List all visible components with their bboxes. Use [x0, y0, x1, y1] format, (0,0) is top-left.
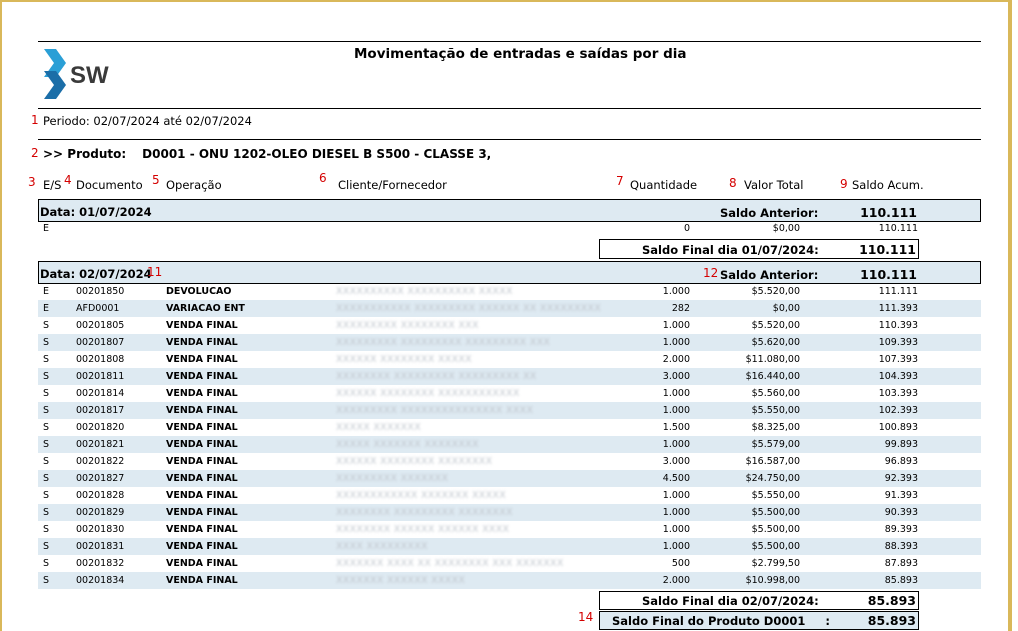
cell-operacao: VENDA FINAL [166, 354, 238, 365]
report-title: Movimentação de entradas e saídas por dia [354, 46, 687, 62]
day-final-value-day1: 110.111 [859, 242, 916, 257]
cell-valor: $10.998,00 [745, 575, 800, 586]
cell-cliente-redacted: XXXXXXXXX XXXXXXX [336, 473, 449, 484]
cell-saldo: 85.893 [884, 575, 918, 586]
annotation-14: 14 [578, 610, 594, 624]
cell-cliente-redacted: XXXXX XXXXXXX XXXXXXXX [336, 439, 479, 450]
cell-valor: $2.799,50 [751, 558, 800, 569]
cell-valor: $24.750,00 [745, 473, 800, 484]
table-row [38, 300, 981, 317]
cell-saldo: 88.393 [884, 541, 918, 552]
table-row [38, 504, 981, 521]
col-header-valor-total: Valor Total [744, 178, 804, 192]
cell-quantidade: 1.000 [662, 490, 690, 501]
col-header-documento: Documento [76, 178, 143, 192]
table-row [38, 470, 981, 487]
cell-operacao: VARIACAO ENT [166, 303, 245, 314]
cell-es: S [43, 405, 50, 416]
table-row-day1 [38, 222, 981, 236]
cell-documento: 00201805 [76, 320, 125, 331]
col-header-quantidade: Quantidade [630, 178, 698, 192]
annotation-8: 8 [729, 176, 737, 190]
cell-valor: $5.550,00 [751, 405, 800, 416]
cell-saldo: 90.393 [884, 507, 918, 518]
cell-operacao: VENDA FINAL [166, 524, 238, 535]
cell-valor: $5.560,00 [751, 388, 800, 399]
cell-es: S [43, 422, 50, 433]
cell-valor: $0,00 [772, 223, 800, 234]
cell-valor: $5.500,00 [751, 541, 800, 552]
period-text: Periodo: 02/07/2024 até 02/07/2024 [43, 114, 252, 128]
col-header-cliente: Cliente/Fornecedor [338, 178, 447, 192]
cell-cliente-redacted: XXXXXXXX XXXXXXXXX XXXXXXXXX XX [336, 371, 537, 382]
table-row [38, 487, 981, 504]
date-label-day2: Data: 02/07/2024 [40, 267, 152, 281]
cell-quantidade: 1.500 [662, 422, 690, 433]
product-value: D0001 - ONU 1202-OLEO DIESEL B S500 - CLASSE 3, [142, 147, 492, 161]
cell-quantidade: 1.000 [662, 439, 690, 450]
cell-saldo: 111.111 [878, 286, 918, 297]
cell-documento: 00201817 [76, 405, 125, 416]
table-row [38, 521, 981, 538]
annotation-1: 1 [31, 113, 39, 127]
cell-operacao: VENDA FINAL [166, 320, 238, 331]
cell-cliente-redacted: XXXXXX XXXXXXXX XXXXX [336, 354, 472, 365]
cell-operacao: VENDA FINAL [166, 422, 238, 433]
table-row [38, 283, 981, 300]
table-row [38, 572, 981, 589]
cell-valor: $5.520,00 [751, 286, 800, 297]
table-row [38, 555, 981, 572]
cell-saldo: 89.393 [884, 524, 918, 535]
table-row [38, 538, 981, 555]
cell-es: S [43, 490, 50, 501]
date-group-header-day2 [38, 261, 981, 284]
movements-table [38, 283, 981, 589]
cell-operacao: VENDA FINAL [166, 490, 238, 501]
cell-quantidade: 4.500 [662, 473, 690, 484]
cell-cliente-redacted: XXXXXXX XXXX XX XXXXXXXX XXX XXXXXXX [336, 558, 564, 569]
saldo-anterior-value-day1: 110.111 [860, 205, 917, 220]
cell-saldo: 103.393 [878, 388, 918, 399]
cell-valor: $8.325,00 [751, 422, 800, 433]
cell-es: S [43, 371, 50, 382]
table-row [38, 334, 981, 351]
cell-documento: 00201820 [76, 422, 125, 433]
cell-cliente-redacted: XXXXXXX XXXXXX XXXXX [336, 575, 466, 586]
cell-saldo: 92.393 [884, 473, 918, 484]
cell-cliente-redacted: XXXXXX XXXXXXXX XXXXXXXX [336, 456, 493, 467]
table-row [38, 436, 981, 453]
col-header-operacao: Operação [166, 178, 222, 192]
cell-cliente-redacted: XXXXXXXXX XXXXXXXXX XXXXXXXXX XXX [336, 337, 551, 348]
annotation-12: 12 [703, 266, 719, 280]
cell-valor: $5.500,00 [751, 524, 800, 535]
cell-documento: 00201811 [76, 371, 125, 382]
cell-saldo: 100.893 [878, 422, 918, 433]
cell-saldo: 102.393 [878, 405, 918, 416]
cell-quantidade: 1.000 [662, 405, 690, 416]
date-group-header-day1 [38, 199, 981, 222]
header-rule [38, 108, 981, 109]
table-row [38, 453, 981, 470]
saldo-anterior-label-day1: Saldo Anterior: [720, 206, 819, 220]
annotation-11: 11 [147, 265, 163, 279]
cell-valor: $16.440,00 [745, 371, 800, 382]
cell-saldo: 87.893 [884, 558, 918, 569]
cell-operacao: VENDA FINAL [166, 439, 238, 450]
cell-operacao: VENDA FINAL [166, 558, 238, 569]
cell-operacao: VENDA FINAL [166, 388, 238, 399]
cell-saldo: 109.393 [878, 337, 918, 348]
cell-valor: $5.579,00 [751, 439, 800, 450]
cell-operacao: VENDA FINAL [166, 456, 238, 467]
cell-cliente-redacted: XXXXXX XXXXXXXX XXXXXXXXXXXX [336, 388, 520, 399]
cell-quantidade: 1.000 [662, 388, 690, 399]
cell-cliente-redacted: XXXXXXXXX XXXXXXXX XXX [336, 320, 479, 331]
cell-quantidade: 3.000 [662, 456, 690, 467]
cell-es: S [43, 558, 50, 569]
cell-es: S [43, 320, 50, 331]
col-header-es: E/S [43, 178, 62, 192]
cell-documento: 00201807 [76, 337, 125, 348]
annotation-3: 3 [28, 175, 36, 189]
cell-saldo: 91.393 [884, 490, 918, 501]
cell-saldo: 111.393 [878, 303, 918, 314]
cell-valor: $16.587,00 [745, 456, 800, 467]
cell-operacao: VENDA FINAL [166, 575, 238, 586]
cell-es: S [43, 575, 50, 586]
cell-cliente-redacted: XXXXXXXXXXXX XXXXXXX XXXXX [336, 490, 507, 501]
cell-saldo: 110.111 [878, 223, 918, 234]
day-final-balance-day1 [599, 239, 919, 259]
table-row [38, 402, 981, 419]
cell-es: E [43, 303, 50, 314]
cell-saldo: 96.893 [884, 456, 918, 467]
cell-cliente-redacted: XXXXXXXXXXX XXXXXXXXX XXXXXX XX XXXXXXXXX [336, 303, 602, 314]
cell-es: S [43, 439, 50, 450]
cell-es: S [43, 473, 50, 484]
cell-es: S [43, 354, 50, 365]
cell-valor: $5.500,00 [751, 507, 800, 518]
cell-documento: 00201834 [76, 575, 125, 586]
cell-es: E [43, 223, 50, 234]
logo-text: SW [70, 62, 109, 89]
annotation-4: 4 [64, 173, 72, 187]
cell-es: S [43, 507, 50, 518]
cell-saldo: 104.393 [878, 371, 918, 382]
table-row [38, 351, 981, 368]
cell-saldo: 110.393 [878, 320, 918, 331]
logo-icon [42, 49, 142, 101]
table-row [38, 368, 981, 385]
cell-es: S [43, 541, 50, 552]
cell-quantidade: 282 [671, 303, 690, 314]
annotation-6: 6 [319, 171, 327, 185]
col-header-saldo-acum: Saldo Acum. [852, 178, 924, 192]
cell-cliente-redacted: XXXXXXXXX XXXXXXXXXXXXXXX XXXX [336, 405, 534, 416]
day-final-label-day2: Saldo Final dia 02/07/2024: [642, 594, 819, 608]
day-final-balance-day2 [599, 591, 919, 610]
cell-operacao: VENDA FINAL [166, 541, 238, 552]
cell-operacao: VENDA FINAL [166, 473, 238, 484]
cell-es: S [43, 456, 50, 467]
cell-valor: $5.520,00 [751, 320, 800, 331]
cell-documento: 00201832 [76, 558, 125, 569]
table-row [38, 385, 981, 402]
annotation-7: 7 [616, 174, 624, 188]
saldo-anterior-value-day2: 110.111 [860, 267, 917, 282]
cell-documento: 00201827 [76, 473, 125, 484]
table-row [38, 317, 981, 334]
cell-operacao: VENDA FINAL [166, 371, 238, 382]
cell-documento: 00201828 [76, 490, 125, 501]
product-final-value: 85.893 [867, 613, 916, 628]
cell-documento: 00201822 [76, 456, 125, 467]
cell-cliente-redacted: XXXXX XXXXXXX [336, 422, 422, 433]
cell-operacao: VENDA FINAL [166, 337, 238, 348]
cell-documento: AFD0001 [76, 303, 120, 314]
company-logo [42, 49, 142, 101]
cell-quantidade: 2.000 [662, 354, 690, 365]
cell-quantidade: 2.000 [662, 575, 690, 586]
cell-operacao: VENDA FINAL [166, 405, 238, 416]
cell-es: E [43, 286, 50, 297]
period-rule [38, 139, 981, 140]
cell-cliente-redacted: XXXX XXXXXXXXX [336, 541, 428, 552]
cell-documento: 00201814 [76, 388, 125, 399]
product-final-balance [599, 611, 919, 630]
cell-documento: 00201831 [76, 541, 125, 552]
product-heading [43, 147, 491, 161]
table-row [38, 419, 981, 436]
product-label: >> Produto: [43, 147, 127, 161]
cell-es: S [43, 524, 50, 535]
annotation-9: 9 [840, 177, 848, 191]
cell-cliente-redacted: XXXXXXXX XXXXXXXXX XXXXXXXX [336, 507, 513, 518]
cell-quantidade: 1.000 [662, 541, 690, 552]
cell-quantidade: 1.000 [662, 507, 690, 518]
cell-quantidade: 500 [671, 558, 690, 569]
cell-quantidade: 3.000 [662, 371, 690, 382]
cell-quantidade: 1.000 [662, 524, 690, 535]
cell-cliente-redacted: XXXXXXXXXX XXXXXXXXXX XXXXX [336, 286, 513, 297]
cell-valor: $0,00 [772, 303, 800, 314]
cell-documento: 00201830 [76, 524, 125, 535]
day-final-label-day1: Saldo Final dia 01/07/2024: [642, 243, 819, 257]
cell-operacao: DEVOLUCAO [166, 286, 232, 297]
cell-valor: $5.620,00 [751, 337, 800, 348]
cell-valor: $5.550,00 [751, 490, 800, 501]
cell-operacao: VENDA FINAL [166, 507, 238, 518]
cell-saldo: 107.393 [878, 354, 918, 365]
cell-documento: 00201808 [76, 354, 125, 365]
cell-valor: $11.080,00 [745, 354, 800, 365]
cell-quantidade: 0 [683, 223, 690, 234]
cell-es: S [43, 388, 50, 399]
saldo-anterior-label-day2: Saldo Anterior: [720, 268, 819, 282]
cell-quantidade: 1.000 [662, 337, 690, 348]
cell-quantidade: 1.000 [662, 286, 690, 297]
cell-documento: 00201850 [76, 286, 125, 297]
date-label-day1: Data: 01/07/2024 [40, 205, 152, 219]
cell-quantidade: 1.000 [662, 320, 690, 331]
annotation-5: 5 [152, 173, 160, 187]
annotation-2: 2 [31, 146, 39, 160]
top-rule [38, 41, 981, 42]
cell-documento: 00201821 [76, 439, 125, 450]
day-final-value-day2: 85.893 [867, 593, 916, 608]
product-final-label: Saldo Final do Produto D0001 : [612, 614, 830, 628]
cell-cliente-redacted: XXXXXXXX XXXXXX XXXXXX XXXX [336, 524, 510, 535]
cell-es: S [43, 337, 50, 348]
cell-documento: 00201829 [76, 507, 125, 518]
cell-saldo: 99.893 [884, 439, 918, 450]
